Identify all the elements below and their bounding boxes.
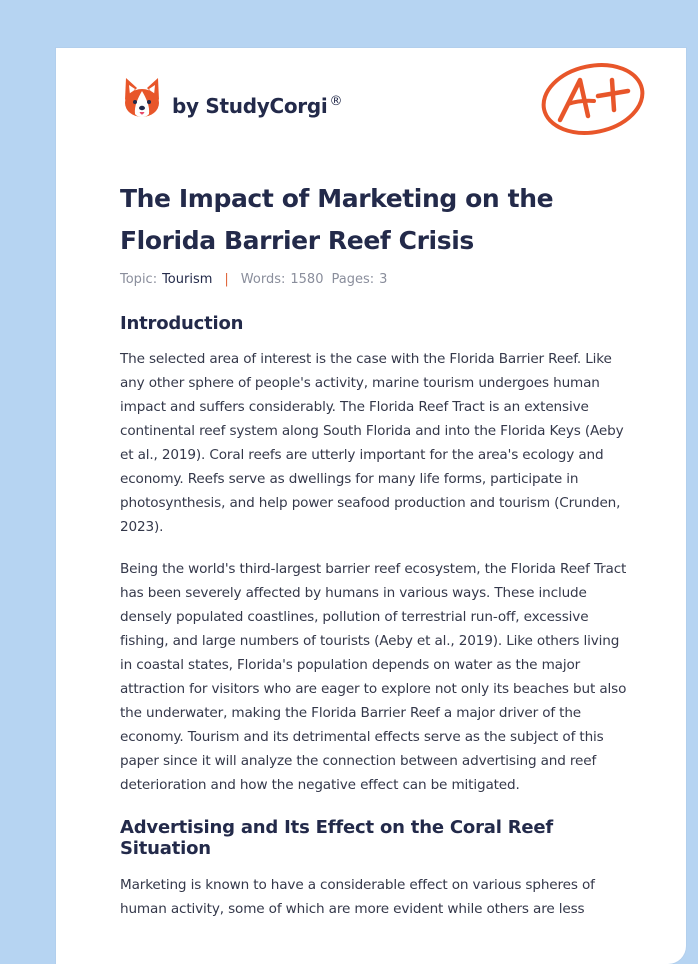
registered-mark: ® [329,94,343,110]
paragraph: Being the world's third-largest barrier reef ecosystem, the Florida Reef Tract has been severely affected by humans in various ways. These include densely populated coastlines, pollution of terrestrial run-off, excessive fishing, and large numbers of tourists (Aeby et al., 2019). Like others living in coastal states, Florida's population depends on water as the major attraction for visitors who are eager to explore not only its beaches but also the underwater, making the Florida Barrier Reef a major driver of the economy. Tourism and its detrimental effects serve as the subject of this paper since it will analyze the connection between advertising and reef deterioration and how the negative effect can be mitigated. [120,561,627,793]
paragraph: The selected area of interest is the case with the Florida Barrier Reef. Like any other sphere of people's activity, marine tourism undergoes human impact and suffers considerably. The Florida Reef Tract is an extensive continental reef system along South Florida and into the Florida Keys (Aeby et al., 2019). Coral reefs are utterly important for the area's ecology and economy. Reefs serve as dwellings for many life forms, participate in photosynthesis, and help power seafood production and tourism (Crunden, 2023). [120,351,624,535]
document-title: The Impact of Marketing on the Florida Barrier Reef Crisis [120,184,554,255]
studycorgi-logo[interactable] [122,76,342,122]
document-content [120,178,632,921]
document-meta [120,272,632,287]
pages-count: 3 [379,272,388,287]
document-page [56,48,686,964]
section-heading-advertising: Advertising and Its Effect on the Coral Reef Situation [120,817,554,859]
meta-separator: | [224,272,229,287]
topic-link[interactable]: Tourism [162,272,213,287]
words-count: 1580 [290,272,324,287]
topic-label: Topic: [120,272,158,287]
a-plus-grade-icon [538,58,650,144]
corgi-icon [122,76,162,122]
pages-label: Pages: [331,272,375,287]
paragraph: Marketing is known to have a considerable effect on various spheres of human activity, some of which are more evident while others are less [120,877,595,917]
brand-name: by StudyCorgi ® [172,94,343,118]
words-label: Words: [240,272,286,287]
section-heading-introduction: Introduction [120,313,244,334]
